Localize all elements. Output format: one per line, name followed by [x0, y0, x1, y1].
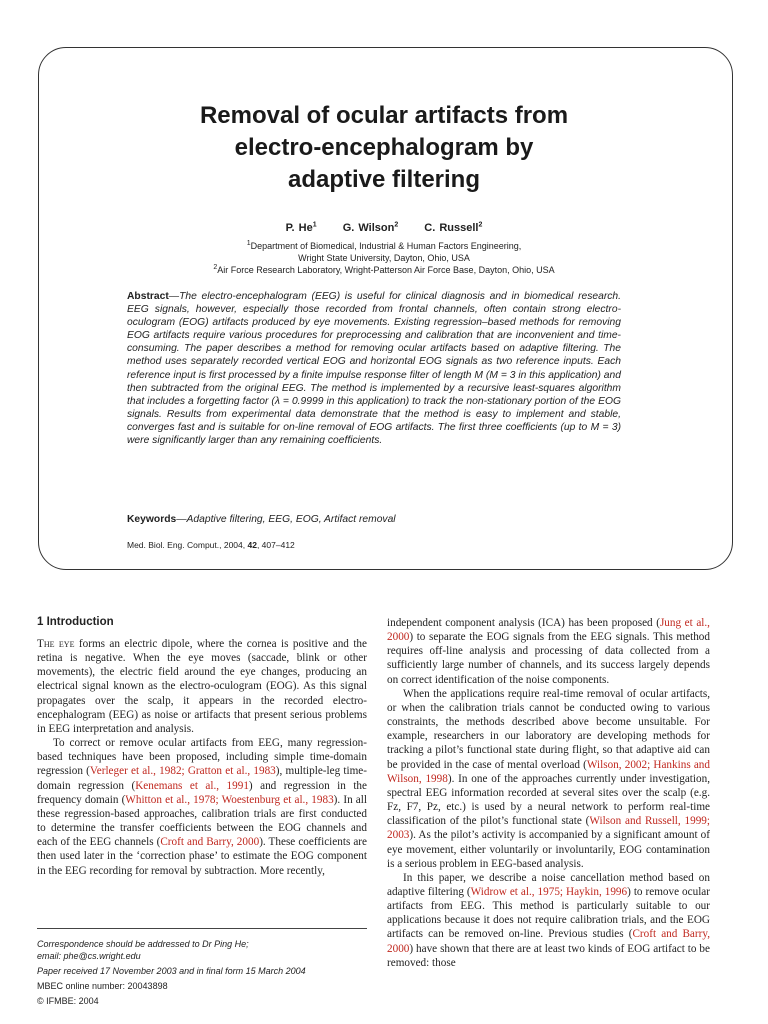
citation-link[interactable]: Wilson, 2002; Hankins and Wilson, 1998 — [387, 758, 710, 785]
paragraph: In this paper, we describe a noise cancellation method based on adaptive filtering (Widrow et al., 1975; Haykin, 1996) to remove ocular artifacts from EEG. This method is particularly suitable to our applications because it does not require calibration trials, and the EOG artifacts can be removed on-line. Previous studies (Croft and Barry, 2000) have shown that there are at least two kinds of EOG artifact to be removed: those — [387, 871, 710, 969]
right-column — [387, 616, 710, 970]
affiliation-2: $^2$Air Force Research Laboratory, Wright-Patterson Air Force Base, Dayton, Ohio, USA — [213, 264, 555, 275]
paragraph: independent component analysis (ICA) has been proposed (Jung et al., 2000) to separate the EOG signals from the EEG signals. This method requires off-line analysis and processing of data collected from a sufficiently large number of channels, and its success largely depends on correct identification of the noise components. — [387, 617, 710, 686]
paragraph: To correct or remove ocular artifacts from EEG, many regression-based techniques have been proposed, including simple time-domain regression (Verleger et al., 1982; Gratton et al., 1983), multiple-leg time-domain regression (Kenemans et al., 1991) and regression in the frequency domain (Whitton et al., 1978; Woestenburg et al., 1983). In all these regression-based approaches, calibration trials are first conducted to determine the transfer coefficients between the EOG channels and each of the EEG channels (Croft and Barry, 2000). These coefficients are then used later in the ‘correction phase’ to estimate the EOG component in the EEG recording for removal by subtraction. More recently, — [37, 737, 368, 877]
keywords — [127, 514, 621, 525]
citation-link[interactable]: Jung et al., 2000 — [387, 617, 710, 644]
citation-link[interactable]: Croft and Barry, 2000 — [160, 836, 260, 849]
citation-link[interactable]: Wilson and Russell, 1999; 2003 — [387, 815, 710, 842]
title-line: adaptive filtering — [287, 166, 481, 193]
footnote-rule — [37, 928, 367, 929]
paragraph: When the applications require real-time removal of ocular artifacts, or when the calibration trials cannot be conducted owing to various constraints, the methods described above become unsuitable. For example, researchers in our laboratory are developing methods for tracking a pilot’s functional state during flight, so that adaptive aid can be provided in the case of mental overload (Wilson, 2002; Hankins and Wilson, 1998). In one of the approaches currently under investigation, spectral EEG information recorded at several sites over the scalp (e.g. Fz, F7, Pz, etc.) is used by a neural network to perform real-time classification of the pilot’s functional state (Wilson and Russell, 1999; 2003). As the pilot’s activity is accompanied by a significant amount of eye movement, either voluntarily or involuntarily, EOG contamination is a serious problem in EEG-based analysis. — [387, 687, 710, 870]
copyright: © IFMBE: 2004 — [37, 996, 99, 1006]
paragraph: The eye forms an electric dipole, where the cornea is positive and the retina is negative. When the eye moves (saccade, blink or other movements), the electric field around the eye changes, producing an electrical signal known as the electro-oculogram (EOG). As this signal propagates over the scalp, it appears in the recorded electro-encephalogram (EEG) as noise or artifacts that present serious problems in EEG interpretation and analysis. — [37, 638, 367, 735]
affiliation-1: $^1$Department of Biomedical, Industrial & Human Factors Engineering, Wright State University, Dayton, Ohio, USA — [246, 240, 522, 263]
correspondence: Correspondence should be addressed to Dr Ping He; — [37, 939, 249, 949]
abstract — [127, 290, 621, 447]
section-heading: 1 Introduction — [37, 616, 114, 628]
received-date: Paper received 17 November 2003 and in final form 15 March 2004 — [37, 966, 306, 976]
left-column — [37, 637, 367, 878]
title-line: Removal of ocular artifacts from — [199, 102, 569, 129]
citation-link[interactable]: Verleger et al., 1982; Gratton et al., 1983 — [89, 765, 276, 778]
author: P. He$^1$ — [285, 221, 317, 234]
keywords-label: Keywords — [127, 514, 177, 525]
author-list — [0, 222, 768, 234]
citation-link[interactable]: Whitton et al., 1978; Woestenburg et al., 1983 — [125, 793, 334, 806]
mbec-number: MBEC online number: 20043898 — [37, 981, 168, 991]
paper-title — [0, 100, 768, 196]
email: email: phe@cs.wright.edu — [37, 951, 141, 961]
citation-link[interactable]: Widrow et al., 1975; Haykin, 1996 — [470, 885, 628, 898]
author: C. Russell$^2$ — [424, 221, 483, 234]
citation-link[interactable]: Croft and Barry, 2000 — [387, 928, 710, 955]
abstract-label: Abstract — [127, 291, 169, 302]
abstract-text: —The electro-encephalogram (EEG) is useful for clinical diagnosis and in biomedical research. EEG signals, however, especially those recorded from frontal channels, often contain strong electro-oculogram (EOG) artifacts produced by eye movements. Existing regression–based methods for removing EOG artifacts require various procedures for preprocessing and calibration that are inconvenient and time-consuming. The paper describes a method for removing ocular artifacts based on adaptive filtering. The method uses separately recorded vertical EOG and horizontal EOG signals as two reference inputs. Each reference input is first processed by a finite impulse response filter of length M (M = 3 in this application) and then subtracted from the original EEG. The method is implemented by a recursive least-squares algorithm that includes a forgetting factor (λ = 0.9999 in this application) to track the non-stationary portion of the EOG signals. Results from experimental data demonstrate that the method is easy to implement and stable, converges fast and is suitable for on-line removal of EOG artifacts. The first three coefficients (up to M = 3) were significantly larger than any remaining coefficients. — [127, 291, 621, 447]
footnotes — [37, 938, 367, 1007]
title-line: electro-encephalogram by — [234, 134, 534, 161]
citation-link[interactable]: Kenemans et al., 1991 — [135, 779, 249, 792]
author: G. Wilson$^2$ — [342, 221, 399, 234]
journal-citation: Med. Biol. Eng. Comput., 2004, 42, 407–412 — [127, 540, 295, 550]
keywords-text: —Adaptive filtering, EEG, EOG, Artifact removal — [176, 514, 396, 525]
